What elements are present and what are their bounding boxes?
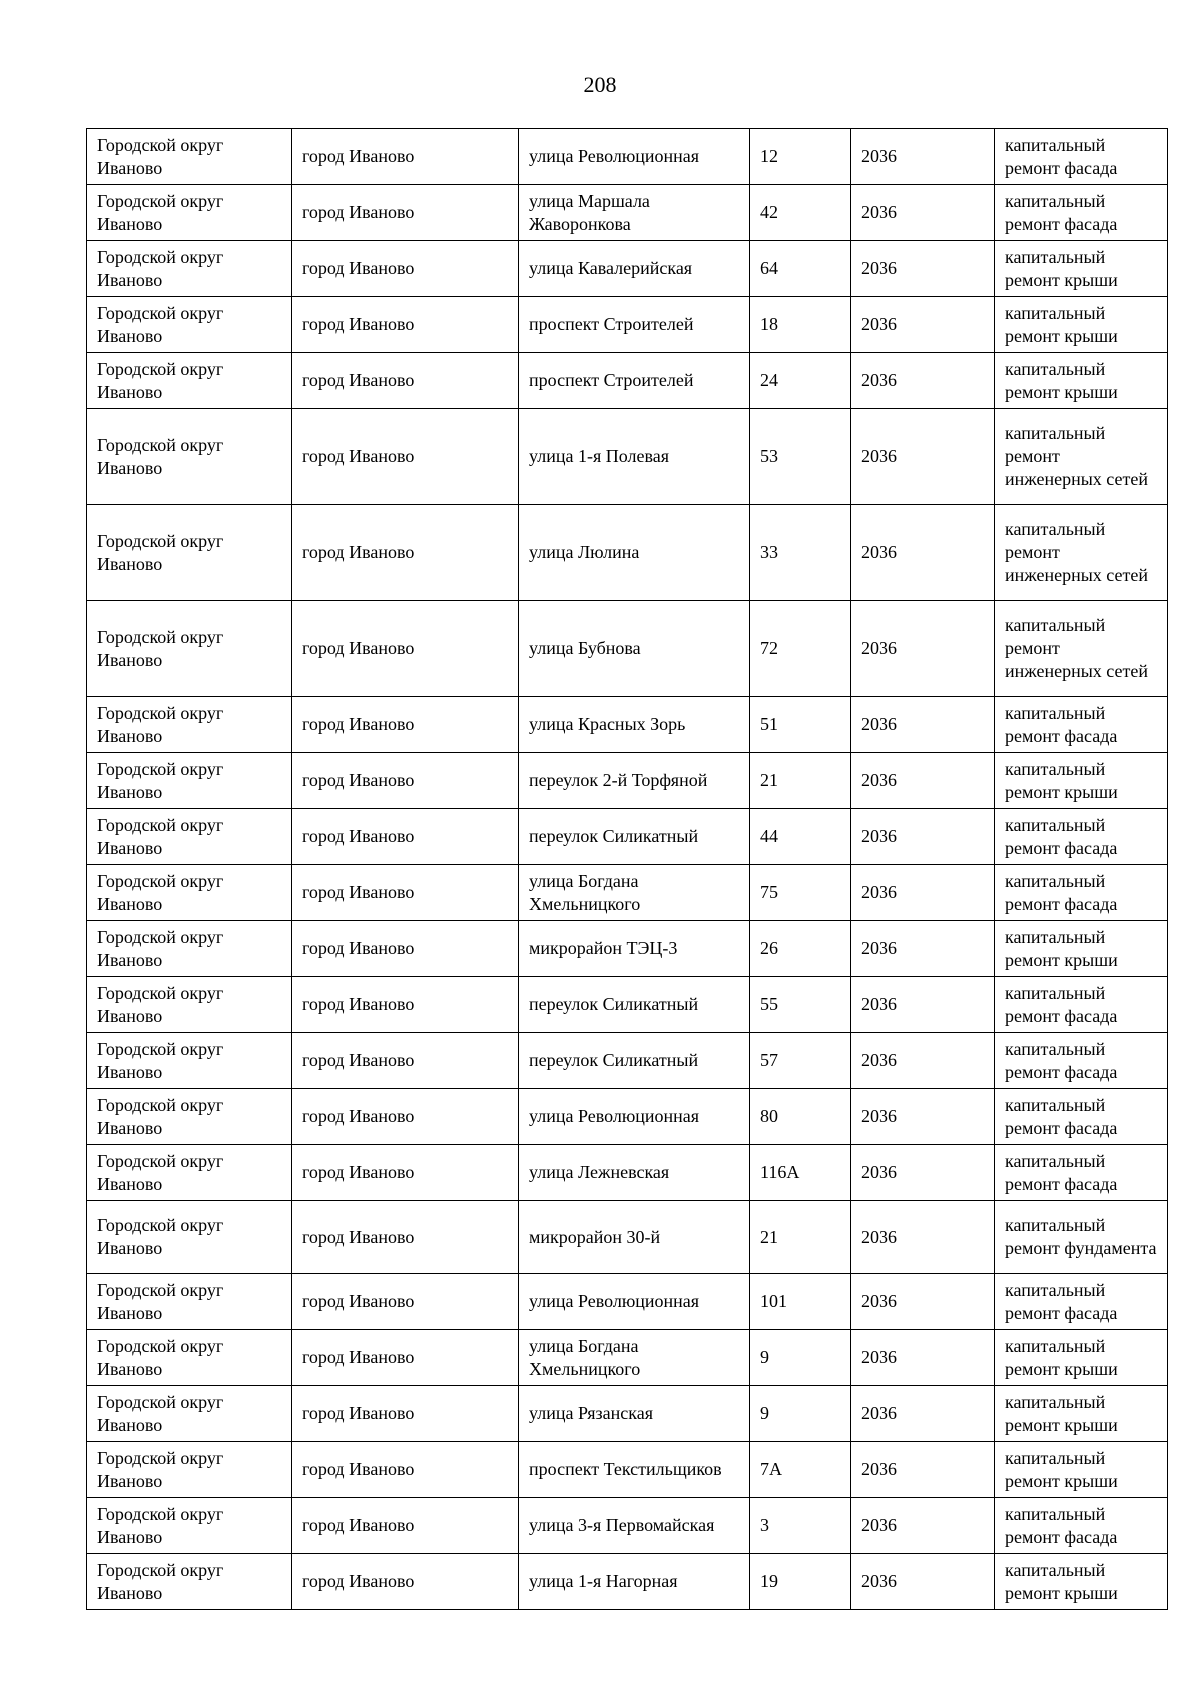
table-row: [87, 1145, 1168, 1201]
city-cell: город Иваново: [292, 1330, 519, 1386]
street-cell: улица Маршала Жаворонкова: [519, 185, 750, 241]
year-cell: 2036: [851, 697, 995, 753]
street-cell: переулок Силикатный: [519, 977, 750, 1033]
district-cell: Городской округ Иваново: [87, 1330, 292, 1386]
work-type-cell: капитальный ремонт фасада: [995, 1089, 1168, 1145]
house-number-cell: 18: [750, 297, 851, 353]
district-cell: Городской округ Иваново: [87, 353, 292, 409]
street-cell: улица Богдана Хмельницкого: [519, 865, 750, 921]
district-cell: Городской округ Иваново: [87, 1498, 292, 1554]
district-cell: Городской округ Иваново: [87, 753, 292, 809]
work-type-cell: капитальный ремонт инженерных сетей: [995, 601, 1168, 697]
district-cell: Городской округ Иваново: [87, 601, 292, 697]
year-cell: 2036: [851, 921, 995, 977]
table-row: [87, 921, 1168, 977]
city-cell: город Иваново: [292, 1033, 519, 1089]
house-number-cell: 24: [750, 353, 851, 409]
work-type-cell: капитальный ремонт крыши: [995, 241, 1168, 297]
city-cell: город Иваново: [292, 185, 519, 241]
table-row: [87, 353, 1168, 409]
house-number-cell: 7А: [750, 1442, 851, 1498]
repair-schedule-table: [86, 128, 1168, 1610]
table-row: [87, 505, 1168, 601]
table-row: [87, 1274, 1168, 1330]
year-cell: 2036: [851, 753, 995, 809]
city-cell: город Иваново: [292, 1145, 519, 1201]
year-cell: 2036: [851, 1554, 995, 1610]
work-type-cell: капитальный ремонт крыши: [995, 921, 1168, 977]
district-cell: Городской округ Иваново: [87, 1386, 292, 1442]
district-cell: Городской округ Иваново: [87, 1201, 292, 1274]
year-cell: 2036: [851, 1442, 995, 1498]
table-row: [87, 977, 1168, 1033]
house-number-cell: 21: [750, 1201, 851, 1274]
year-cell: 2036: [851, 185, 995, 241]
district-cell: Городской округ Иваново: [87, 1274, 292, 1330]
city-cell: город Иваново: [292, 865, 519, 921]
city-cell: город Иваново: [292, 129, 519, 185]
table-row: [87, 1554, 1168, 1610]
house-number-cell: 19: [750, 1554, 851, 1610]
street-cell: улица Революционная: [519, 129, 750, 185]
table-row: [87, 1033, 1168, 1089]
street-cell: улица 1-я Полевая: [519, 409, 750, 505]
district-cell: Городской округ Иваново: [87, 1033, 292, 1089]
city-cell: город Иваново: [292, 1089, 519, 1145]
street-cell: улица Бубнова: [519, 601, 750, 697]
year-cell: 2036: [851, 129, 995, 185]
house-number-cell: 55: [750, 977, 851, 1033]
work-type-cell: капитальный ремонт фасада: [995, 1498, 1168, 1554]
house-number-cell: 42: [750, 185, 851, 241]
table-row: [87, 297, 1168, 353]
table-row: [87, 1201, 1168, 1274]
work-type-cell: капитальный ремонт крыши: [995, 297, 1168, 353]
city-cell: город Иваново: [292, 1554, 519, 1610]
house-number-cell: 80: [750, 1089, 851, 1145]
work-type-cell: капитальный ремонт фасада: [995, 977, 1168, 1033]
district-cell: Городской округ Иваново: [87, 129, 292, 185]
table-row: [87, 697, 1168, 753]
work-type-cell: капитальный ремонт инженерных сетей: [995, 505, 1168, 601]
year-cell: 2036: [851, 1201, 995, 1274]
year-cell: 2036: [851, 1033, 995, 1089]
city-cell: город Иваново: [292, 1442, 519, 1498]
table-row: [87, 129, 1168, 185]
house-number-cell: 72: [750, 601, 851, 697]
street-cell: улица Рязанская: [519, 1386, 750, 1442]
table-row: [87, 409, 1168, 505]
year-cell: 2036: [851, 297, 995, 353]
city-cell: город Иваново: [292, 977, 519, 1033]
city-cell: город Иваново: [292, 921, 519, 977]
city-cell: город Иваново: [292, 353, 519, 409]
district-cell: Городской округ Иваново: [87, 297, 292, 353]
street-cell: проспект Строителей: [519, 297, 750, 353]
street-cell: переулок Силикатный: [519, 809, 750, 865]
city-cell: город Иваново: [292, 1386, 519, 1442]
street-cell: улица Красных Зорь: [519, 697, 750, 753]
work-type-cell: капитальный ремонт крыши: [995, 1386, 1168, 1442]
house-number-cell: 12: [750, 129, 851, 185]
street-cell: улица Люлина: [519, 505, 750, 601]
district-cell: Городской округ Иваново: [87, 1442, 292, 1498]
table-row: [87, 809, 1168, 865]
work-type-cell: капитальный ремонт фасада: [995, 1274, 1168, 1330]
district-cell: Городской округ Иваново: [87, 1554, 292, 1610]
street-cell: проспект Строителей: [519, 353, 750, 409]
house-number-cell: 44: [750, 809, 851, 865]
work-type-cell: капитальный ремонт крыши: [995, 1442, 1168, 1498]
district-cell: Городской округ Иваново: [87, 865, 292, 921]
street-cell: улица 3-я Первомайская: [519, 1498, 750, 1554]
year-cell: 2036: [851, 409, 995, 505]
street-cell: переулок 2-й Торфяной: [519, 753, 750, 809]
street-cell: микрорайон ТЭЦ-3: [519, 921, 750, 977]
table-row: [87, 865, 1168, 921]
year-cell: 2036: [851, 865, 995, 921]
street-cell: улица 1-я Нагорная: [519, 1554, 750, 1610]
year-cell: 2036: [851, 1089, 995, 1145]
work-type-cell: капитальный ремонт фасада: [995, 865, 1168, 921]
district-cell: Городской округ Иваново: [87, 977, 292, 1033]
district-cell: Городской округ Иваново: [87, 697, 292, 753]
year-cell: 2036: [851, 809, 995, 865]
house-number-cell: 21: [750, 753, 851, 809]
house-number-cell: 33: [750, 505, 851, 601]
district-cell: Городской округ Иваново: [87, 921, 292, 977]
city-cell: город Иваново: [292, 297, 519, 353]
house-number-cell: 101: [750, 1274, 851, 1330]
table-row: [87, 1330, 1168, 1386]
table-row: [87, 1089, 1168, 1145]
city-cell: город Иваново: [292, 241, 519, 297]
year-cell: 2036: [851, 505, 995, 601]
year-cell: 2036: [851, 1498, 995, 1554]
street-cell: проспект Текстильщиков: [519, 1442, 750, 1498]
district-cell: Городской округ Иваново: [87, 185, 292, 241]
street-cell: улица Богдана Хмельницкого: [519, 1330, 750, 1386]
work-type-cell: капитальный ремонт крыши: [995, 353, 1168, 409]
work-type-cell: капитальный ремонт фасада: [995, 129, 1168, 185]
house-number-cell: 9: [750, 1386, 851, 1442]
city-cell: город Иваново: [292, 1201, 519, 1274]
year-cell: 2036: [851, 1274, 995, 1330]
street-cell: микрорайон 30-й: [519, 1201, 750, 1274]
work-type-cell: капитальный ремонт крыши: [995, 1330, 1168, 1386]
year-cell: 2036: [851, 1145, 995, 1201]
house-number-cell: 75: [750, 865, 851, 921]
city-cell: город Иваново: [292, 1498, 519, 1554]
year-cell: 2036: [851, 353, 995, 409]
year-cell: 2036: [851, 977, 995, 1033]
district-cell: Городской округ Иваново: [87, 409, 292, 505]
table-body: [87, 129, 1168, 1610]
house-number-cell: 51: [750, 697, 851, 753]
table-row: [87, 241, 1168, 297]
house-number-cell: 26: [750, 921, 851, 977]
house-number-cell: 3: [750, 1498, 851, 1554]
street-cell: улица Лежневская: [519, 1145, 750, 1201]
city-cell: город Иваново: [292, 697, 519, 753]
city-cell: город Иваново: [292, 601, 519, 697]
work-type-cell: капитальный ремонт фасада: [995, 809, 1168, 865]
city-cell: город Иваново: [292, 505, 519, 601]
city-cell: город Иваново: [292, 1274, 519, 1330]
year-cell: 2036: [851, 601, 995, 697]
street-cell: переулок Силикатный: [519, 1033, 750, 1089]
street-cell: улица Революционная: [519, 1274, 750, 1330]
page-number: 208: [583, 72, 617, 97]
table-row: [87, 601, 1168, 697]
table-row: [87, 1442, 1168, 1498]
street-cell: улица Революционная: [519, 1089, 750, 1145]
work-type-cell: капитальный ремонт крыши: [995, 753, 1168, 809]
city-cell: город Иваново: [292, 409, 519, 505]
table-row: [87, 1386, 1168, 1442]
work-type-cell: капитальный ремонт фасада: [995, 185, 1168, 241]
district-cell: Городской округ Иваново: [87, 241, 292, 297]
city-cell: город Иваново: [292, 809, 519, 865]
table-row: [87, 185, 1168, 241]
work-type-cell: капитальный ремонт фундамента: [995, 1201, 1168, 1274]
house-number-cell: 64: [750, 241, 851, 297]
work-type-cell: капитальный ремонт фасада: [995, 697, 1168, 753]
district-cell: Городской округ Иваново: [87, 505, 292, 601]
district-cell: Городской округ Иваново: [87, 809, 292, 865]
work-type-cell: капитальный ремонт крыши: [995, 1554, 1168, 1610]
year-cell: 2036: [851, 1330, 995, 1386]
work-type-cell: капитальный ремонт фасада: [995, 1033, 1168, 1089]
house-number-cell: 9: [750, 1330, 851, 1386]
street-cell: улица Кавалерийская: [519, 241, 750, 297]
city-cell: город Иваново: [292, 753, 519, 809]
district-cell: Городской округ Иваново: [87, 1089, 292, 1145]
work-type-cell: капитальный ремонт фасада: [995, 1145, 1168, 1201]
year-cell: 2036: [851, 1386, 995, 1442]
table-row: [87, 1498, 1168, 1554]
district-cell: Городской округ Иваново: [87, 1145, 292, 1201]
house-number-cell: 116А: [750, 1145, 851, 1201]
year-cell: 2036: [851, 241, 995, 297]
work-type-cell: капитальный ремонт инженерных сетей: [995, 409, 1168, 505]
table-row: [87, 753, 1168, 809]
house-number-cell: 53: [750, 409, 851, 505]
house-number-cell: 57: [750, 1033, 851, 1089]
